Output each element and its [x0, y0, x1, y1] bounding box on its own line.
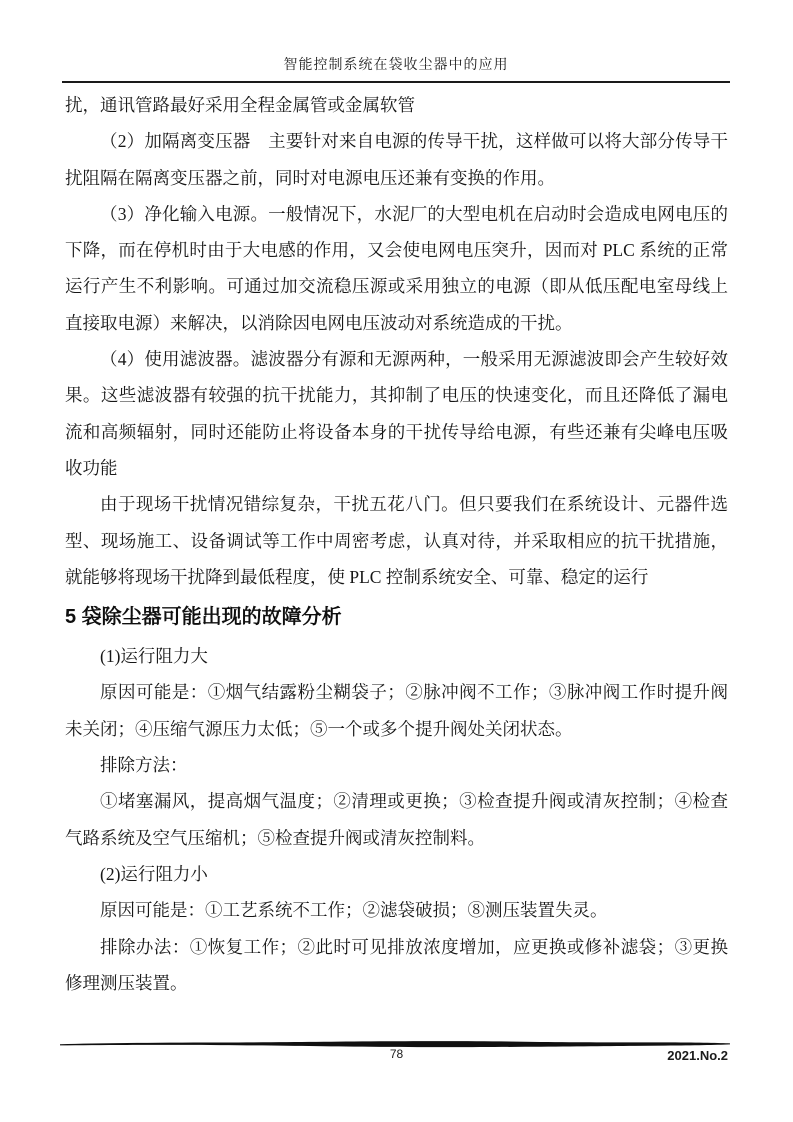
fault-cause-paragraph: 原因可能是：①烟气结露粉尘糊袋子；②脉冲阀不工作；③脉冲阀工作时提升阀未关闭；④压缩气源压力太低；⑤一个或多个提升阀处关闭状态。: [65, 682, 728, 739]
page-header: [62, 54, 730, 83]
fault-remedy-label-paragraph: 排除方法：: [100, 755, 188, 776]
page-body: [65, 87, 728, 1001]
fault-remedy-paragraph: 排除办法：①恢复工作；②此时可见排放浓度增加，应更换或修补滤袋；③更换修理测压装置。: [65, 936, 728, 993]
fault-item-paragraph: (1)运行阻力大: [100, 646, 208, 667]
running-head-title: 智能控制系统在袋收尘器中的应用: [283, 58, 509, 73]
footer-rule: [60, 1036, 730, 1046]
fault-cause-paragraph: 原因可能是：①工艺系统不工作；②滤袋破损；⑧测压装置失灵。: [100, 900, 608, 921]
body-paragraph: （3）净化输入电源。一般情况下，水泥厂的大型电机在启动时会造成电网电压的下降，而在停机时由于大电感的作用，又会使电网电压突升，因而对 PLC 系统的正常运行产生不利影响。可通过加交流稳压源或采用独立的电源（即从低压配电室母线上直接取电源）来解决，以消除因电网电压波动对系统造成的干扰。: [65, 203, 728, 333]
issue-number: 2021.No.2: [667, 1048, 728, 1063]
section-heading: 5 袋除尘器可能出现的故障分析: [65, 606, 342, 629]
body-paragraph: 扰，通讯管路最好采用全程金属管或金属软管: [65, 95, 415, 115]
page-footer: [65, 1047, 728, 1065]
fault-remedy-paragraph: ①堵塞漏风，提高烟气温度；②清理或更换；③检查提升阀或清灰控制；④检查气路系统及空气压缩机；⑤检查提升阀或清灰控制料。: [65, 791, 728, 848]
body-paragraph: （2）加隔离变压器 主要针对来自电源的传导干扰，这样做可以将大部分传导干扰阻隔在隔离变压器之前，同时对电源电压还兼有变换的作用。: [65, 131, 728, 188]
body-paragraph: （4）使用滤波器。滤波器分有源和无源两种，一般采用无源滤波即会产生较好效果。这些滤波器有较强的抗干扰能力，其抑制了电压的快速变化，而且还降低了漏电流和高频辐射，同时还能防止将设备本身的干扰传导给电源，有些还兼有尖峰电压吸收功能: [65, 349, 728, 478]
page-number: 78: [389, 1047, 404, 1061]
body-paragraph: 由于现场干扰情况错综复杂，干扰五花八门。但只要我们在系统设计、元器件选型、现场施工、设备调试等工作中周密考虑，认真对待，并采取相应的抗干扰措施，就能够将现场干扰降到最低程度，使 PLC 控制系统安全、可靠、稳定的运行: [65, 494, 728, 587]
fault-item-paragraph: (2)运行阻力小: [100, 863, 208, 884]
